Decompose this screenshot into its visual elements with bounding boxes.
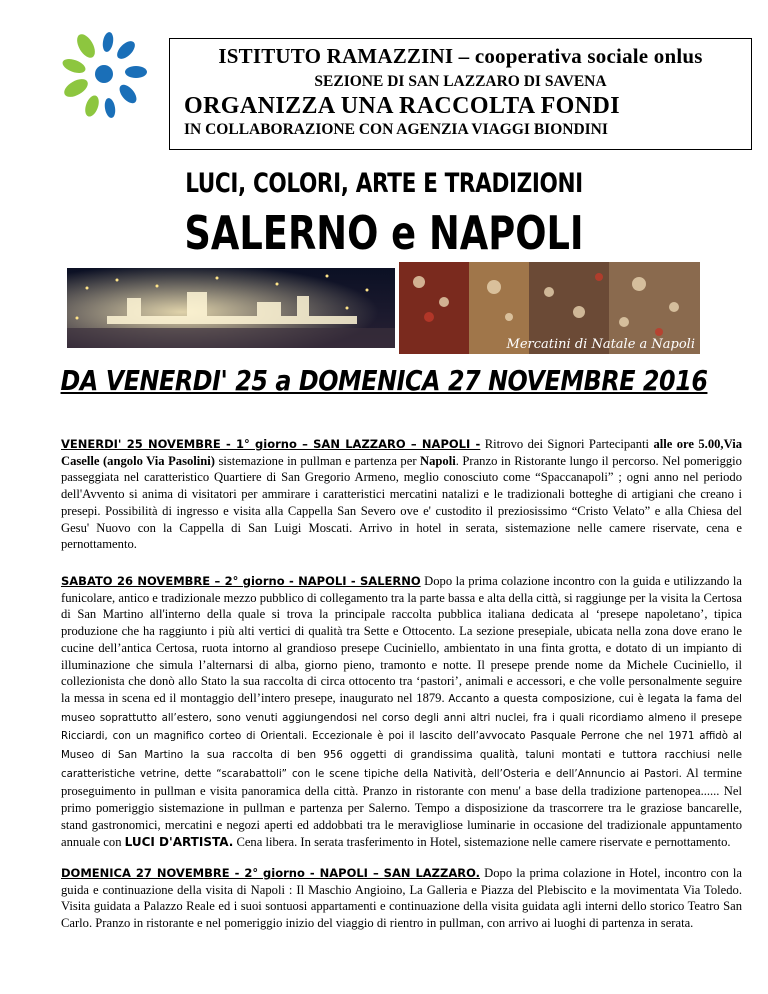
institute-name: ISTITUTO RAMAZZINI – cooperativa sociale onlus (218, 44, 703, 68)
header-box (169, 38, 752, 150)
event-subtitle: LUCI, COLORI, ARTE E TRADIZIONI (185, 168, 583, 199)
naples-market-photo (399, 262, 700, 354)
day2-text: Cena libera. In serata trasferimento in Hotel, sistemazione nelle camere riservate e pernottamento. (233, 834, 731, 849)
destination: Napoli (420, 453, 456, 468)
day1-text: . Pranzo in Ristorante lungo il percorso. Nel pomeriggio passeggiata nel caratteristico Quartiere di San Gregorio Armeno, meglio conosciuto come “Spaccanapoli” ; ogni anno nel periodo dell'Avvento si anima di visitatori per ammirare i caratteristici mercatini natalizi e le tradizionali botteghe di artigiani che creano i presepi. Possibilità di ingresso e visita alla Cappella San Severo ove e' custodito il preziosissimo “Cristo Velato” e alla Chiesa del Gesu' Nuovo con la Cappella di San Luigi Moscati. Arrivo in hotel in serata, sistemazione nelle camere riservate, cena e pernottamento. (61, 453, 742, 552)
meeting-point: alle ore 5.00,Via Caselle (angolo Via Pasolini) (61, 437, 742, 468)
day1-heading: VENERDI' 25 NOVEMBRE - 1° giorno – SAN LAZZARO – NAPOLI - (61, 437, 481, 451)
day1-text: sistemazione in pullman e partenza per (214, 453, 421, 468)
luci-artista: LUCI D'ARTISTA. (124, 834, 234, 849)
event-title: SALERNO e NAPOLI (184, 206, 584, 260)
section-name: SEZIONE DI SAN LAZZARO DI SAVENA (314, 73, 607, 90)
day2-heading: SABATO 26 NOVEMBRE – 2° giorno - NAPOLI - SALERNO (61, 574, 421, 588)
day3-text: Dopo la prima colazione in Hotel, incontro con la guida e continuazione della visita di Napoli : Il Maschio Angioino, La Galleria e Piazza del Plebiscito e la movimentata Via Toledo. Visita guidata a Palazzo Reale ed i suoi sontuosi appartamenti e continuazione della visita guidata agli interni dello storico Teatro San Carlo. Pranzo in ristorante e nel pomeriggio inizio del viaggio di rientro in pullman, con arrivo ai luoghi di partenza in serata. (61, 866, 742, 931)
day2-museum-text: Accanto a questa composizione, cui è legata la fama del museo soprattutto all’estero, sono venuti aggiungendosi nel corso degli anni altri nuclei, fra i quali ricordiamo almeno il presepe Ricciardi, con un magnifico corteo di Orientali. Eccezionale è poi il lascito dell’avvocato Pasquale Perrone che nel 1971 affidò al Museo di San Martino la sua raccolta di ben 956 oggetti di grandissima qualità, taluni montati e tuttora racchiusi nelle caratteristiche vetrine, dette “scarabattoli” con le scene tipiche della Natività, dell’Osteria e dell’Annuncio ai Pastori. (61, 693, 742, 780)
day2-text: Dopo la prima colazione incontro con la guida e utilizzando la funicolare, antico e tradizionale mezzo pubblico di collegamento tra la parte bassa e alta della città, si raggiunge per la visita la Certosa di San Martino all'interno della quale si trova la principale raccolta pubblica italiana dedicata al ‘presepe napoletano’, tipica produzione che ha raggiunto i più alti vertici di qualità tra Sette e Ottocento. La sezione presepiale, ubicata nella zona dove erano le cucine dell’antica Certosa, ruota intorno al grandioso presepe Cuciniello, ambientato in una finta grotta, e dotato di un impianto di illuminazione che simula l’alternarsi di alba, giorno pieno, tramonto e notte. Il presepe prende nome da Michele Cuciniello, il collezionista che donò allo Stato la sua raccolta di circa ottocento tra ‘pastori’, animali e accessori, e che volle personalmente seguire la messa in scena ed il montaggio dell’intero presepe, inaugurato nel 1879. (61, 574, 742, 705)
day3-heading: DOMENICA 27 NOVEMBRE - 2° giorno - NAPOLI – SAN LAZZARO. (61, 866, 481, 880)
fundraiser-heading: ORGANIZZA UNA RACCOLTA FONDI (184, 93, 620, 119)
organization-logo (56, 24, 156, 124)
day2-section (61, 573, 742, 850)
collaboration-line: IN COLLABORAZIONE CON AGENZIA VIAGGI BIONDINI (184, 121, 608, 138)
day2-text: Al termine proseguimento in pullman e visita panoramica della città. Pranzo in ristorante con menu' a base della tradizione partenopea...... Nel primo pomeriggio sistemazione in pullman e partenza per Salerno. Tempo a disposizione da trascorrere tra le graziose bancarelle, stand gastronomici, mercatini e negozi aperti ed addobbati tra le meravigliose luminarie in occasione del tradizionale appuntamento annuale con (61, 765, 742, 849)
salerno-lights-photo (67, 268, 395, 348)
day1-text: Ritrovo dei Signori Partecipanti (480, 437, 654, 451)
photo-caption: Mercatini di Natale a Napoli (506, 337, 695, 352)
day3-section (61, 865, 742, 932)
day1-section (61, 436, 742, 553)
event-dates: DA VENERDI' 25 a DOMENICA 27 NOVEMBRE 2016 (60, 364, 708, 397)
